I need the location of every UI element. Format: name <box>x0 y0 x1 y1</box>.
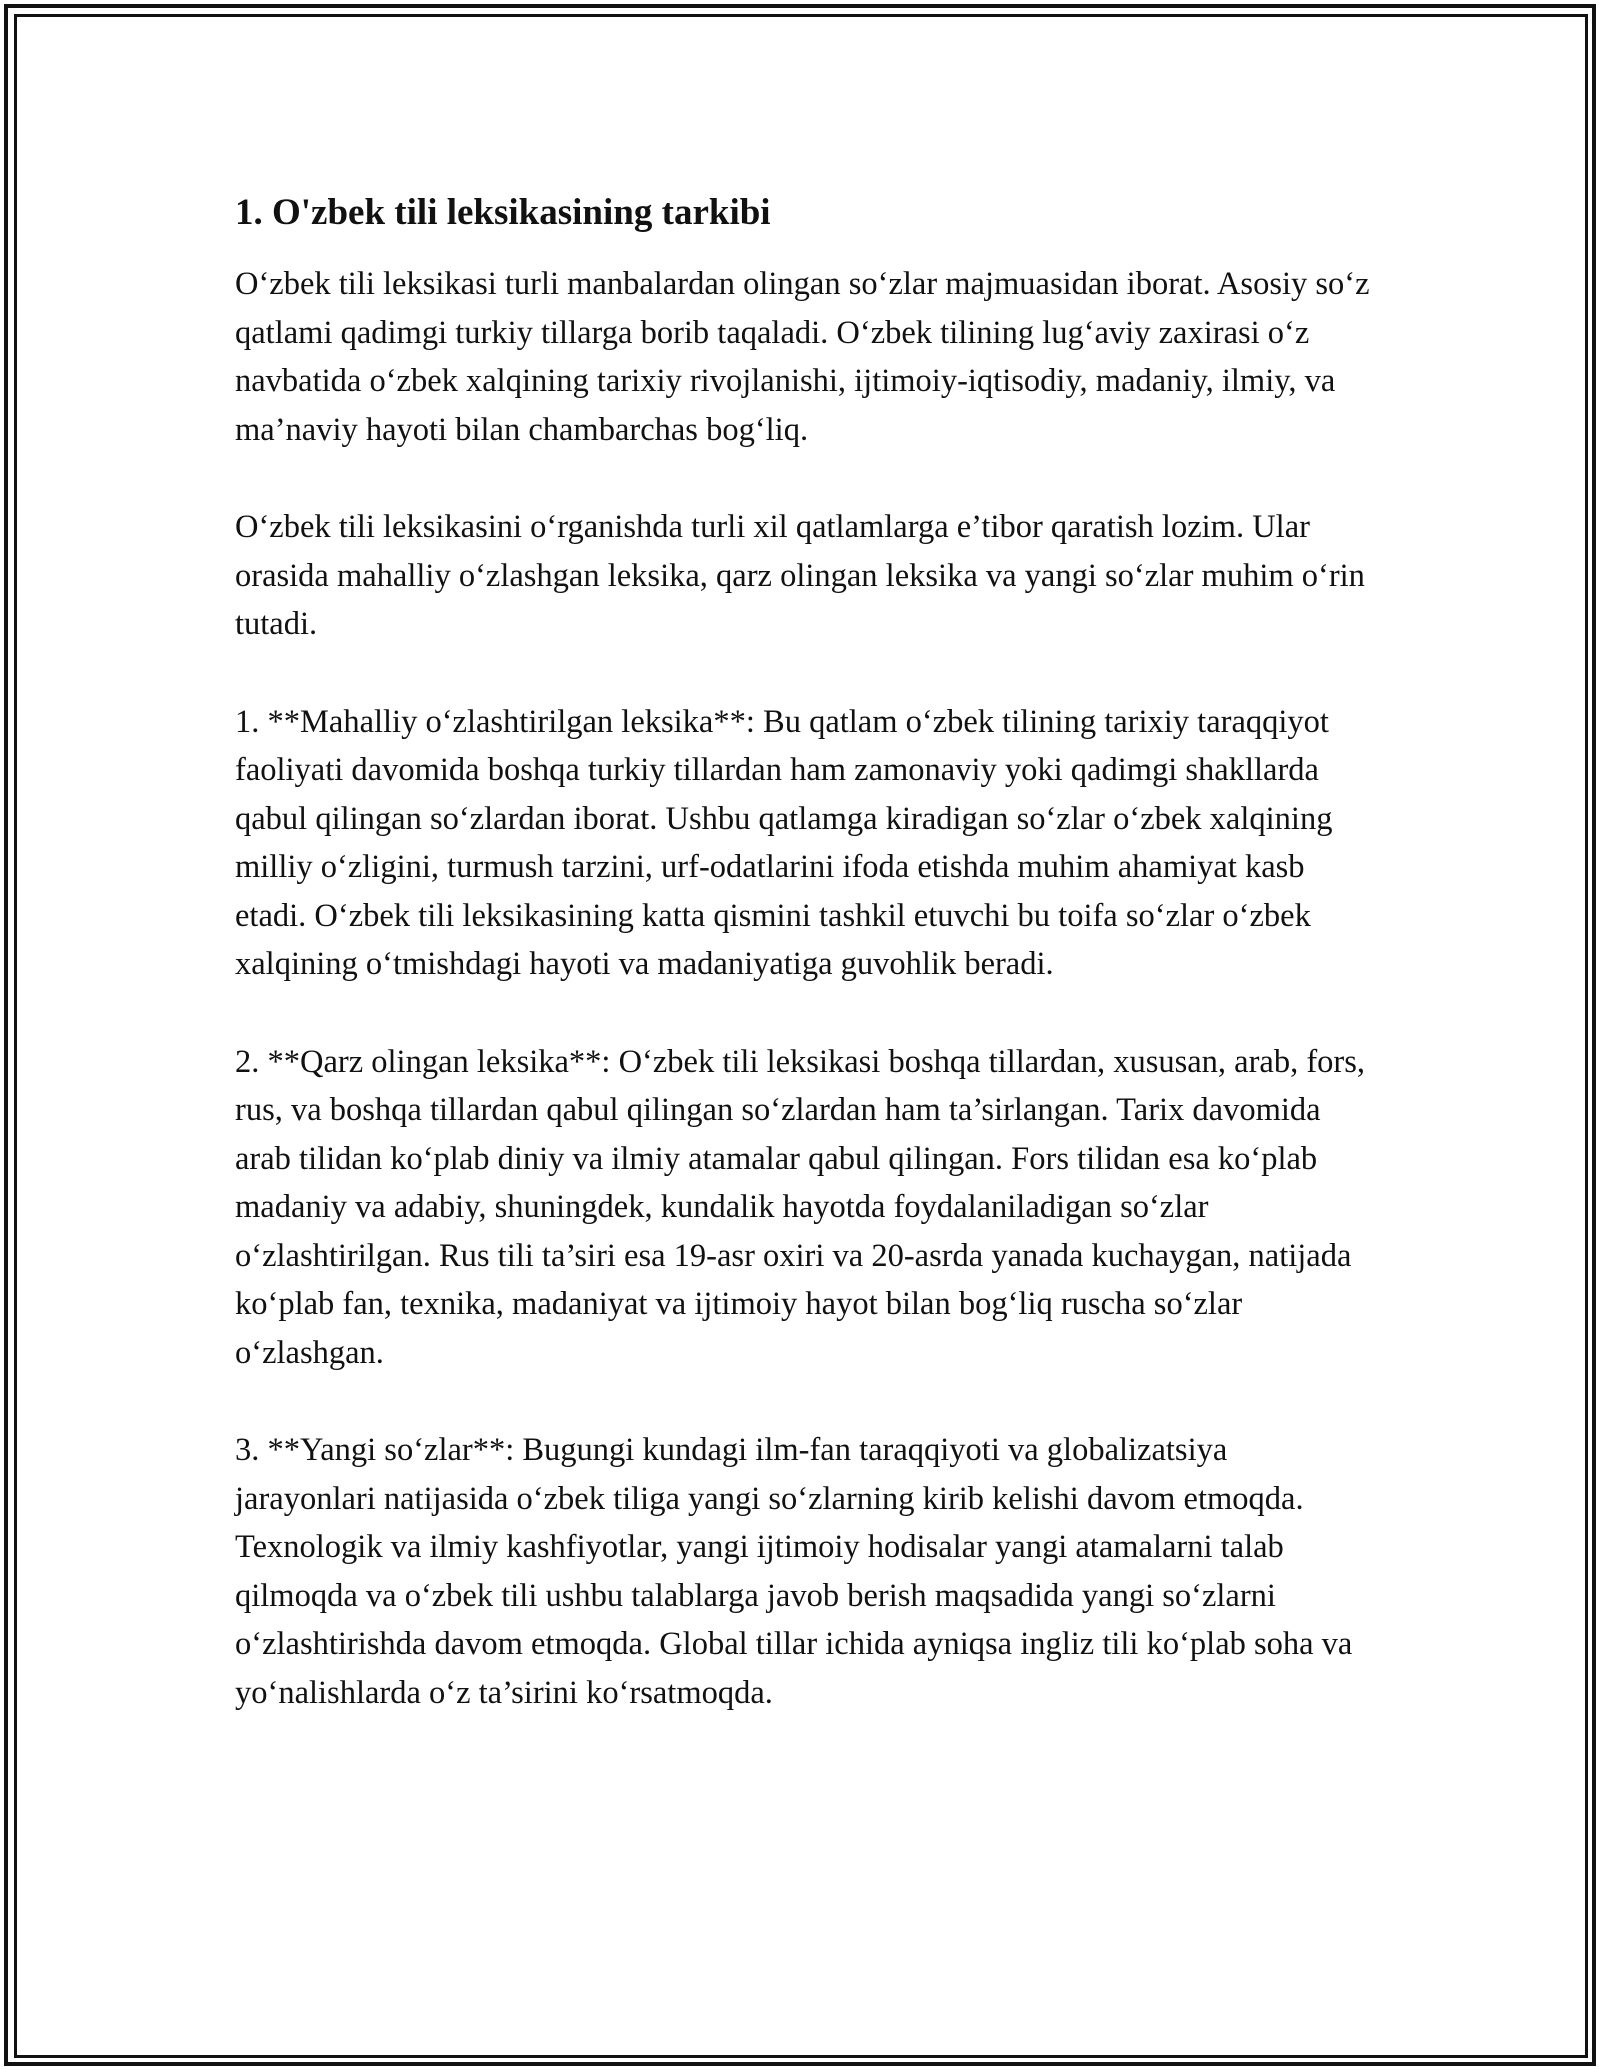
spacer <box>235 241 1370 260</box>
paragraph-borrowed-lexicon: 2. **Qarz olingan leksika**: O‘zbek tili leksikasi boshqa tillardan, xususan, arab, fors, rus, va boshqa tillardan qabul qilingan so‘zlardan ham ta’sirlangan. Tarix davomida arab tilidan ko‘plab diniy va ilmiy atamalar qabul qilingan. Fors tilidan esa ko‘plab madaniy va adabiy, shuningdek, kundalik hayotda foydalaniladigan so‘zlar o‘zlashtirilgan. Rus tili ta’siri esa 19-asr oxiri va 20-asrda yanada kuchaygan, natijada ko‘plab fan, texnika, madaniyat va ijtimoiy hayot bilan bog‘liq ruscha so‘zlar o‘zlashgan. <box>235 1043 1366 1371</box>
paragraph-layers: O‘zbek tili leksikasini o‘rganishda turli xil qatlamlarga e’tibor qaratish lozim. Ular orasida mahalliy o‘zlashgan leksika, qarz olingan leksika va yangi so‘zlar muhim o‘rin tutadi. <box>235 509 1365 642</box>
paragraph-intro: O‘zbek tili leksikasi turli manbalardan olingan so‘zlar majmuasidan iborat. Asosiy so‘z qatlami qadimgi turkiy tillarga borib taqaladi. O‘zbek tilining lug‘aviy zaxirasi o‘z navbatida o‘zbek xalqining tarixiy rivojlanishi, ijtimoiy-iqtisodiy, madaniy, ilmiy, va ma’naviy hayoti bilan chambarchas bog‘liq. <box>235 266 1370 448</box>
paragraph-new-words: 3. **Yangi so‘zlar**: Bugungi kundagi ilm-fan taraqqiyoti va globalizatsiya jarayonlari natijasida o‘zbek tiliga yangi so‘zlarning kirib kelishi davom etmoqda. Texnologik va ilmiy kashfiyotlar, yangi ijtimoiy hodisalar yangi atamalarni talab qilmoqda va o‘zbek tili ushbu talablarga javob berish maqsadida yangi so‘zlarni o‘zlashtirishda davom etmoqda. Global tillar ichida ayniqsa ingliz tili ko‘plab soha va yo‘nalishlarda o‘z ta’sirini ko‘rsatmoqda. <box>235 1432 1353 1711</box>
document-title: 1. O'zbek tili leksikasining tarkibi <box>235 192 771 233</box>
spacer <box>235 454 1370 503</box>
spacer <box>235 1377 1370 1426</box>
spacer <box>235 649 1370 698</box>
spacer <box>235 989 1370 1038</box>
paragraph-native-lexicon: 1. **Mahalliy o‘zlashtirilgan leksika**: Bu qatlam o‘zbek tilining tarixiy taraqqiyot faoliyati davomida boshqa turkiy tillardan ham zamonaviy yoki qadimgi shakllarda qabul qilingan so‘zlardan iborat. Ushbu qatlamga kiradigan so‘zlar o‘zbek xalqining milliy o‘zligini, turmush tarzini, urf-odatlarini ifoda etishda muhim ahamiyat kasb etadi. O‘zbek tili leksikasining katta qismini tashkil etuvchi bu toifa so‘zlar o‘zbek xalqining o‘tmishdagi hayoti va madaniyatiga guvohlik beradi. <box>235 703 1333 982</box>
document-body <box>235 185 1370 1717</box>
